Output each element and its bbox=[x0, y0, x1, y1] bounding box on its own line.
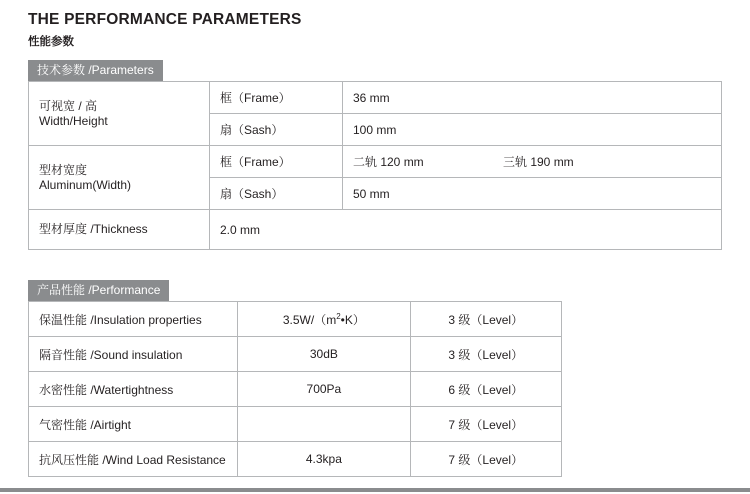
table-row bbox=[29, 372, 562, 407]
value-thickness: 2.0 mm bbox=[210, 210, 722, 250]
label-en: Aluminum(Width) bbox=[39, 177, 132, 192]
performance-name-sound: 隔音性能 /Sound insulation bbox=[29, 337, 238, 372]
sub-label-sash: 扇（Sash） bbox=[210, 178, 343, 210]
page-title bbox=[28, 10, 302, 51]
performance-value-watertightness: 700Pa bbox=[238, 372, 410, 407]
parameters-table bbox=[28, 81, 722, 250]
performance-level-sound: 3 级（Level） bbox=[410, 337, 561, 372]
value-sash-width: 100 mm bbox=[343, 114, 722, 146]
table-row bbox=[29, 82, 722, 114]
title-chinese: 性能参数 bbox=[28, 36, 74, 48]
label-en: Width/Height bbox=[39, 113, 108, 128]
value-group bbox=[353, 153, 574, 170]
performance-value-wind-load: 4.3kpa bbox=[238, 442, 410, 477]
value-superscript: 2 bbox=[336, 311, 341, 321]
sub-label-frame: 框（Frame） bbox=[210, 82, 343, 114]
sub-label-frame: 框（Frame） bbox=[210, 146, 343, 178]
performance-name-insulation: 保温性能 /Insulation properties bbox=[29, 302, 238, 337]
value-frame-width: 36 mm bbox=[343, 82, 722, 114]
performance-level-watertightness: 6 级（Level） bbox=[410, 372, 561, 407]
table-row bbox=[29, 302, 562, 337]
performance-name-wind-load: 抗风压性能 /Wind Load Resistance bbox=[29, 442, 238, 477]
table-row bbox=[29, 407, 562, 442]
bottom-divider bbox=[0, 488, 750, 492]
performance-name-watertightness: 水密性能 /Watertightness bbox=[29, 372, 238, 407]
value-three-track: 三轨 190 mm bbox=[503, 155, 574, 169]
title-english: THE PERFORMANCE PARAMETERS bbox=[28, 11, 302, 28]
sub-label-sash: 扇（Sash） bbox=[210, 114, 343, 146]
value-suffix: •K） bbox=[340, 312, 365, 327]
label-cn: 可视宽 / 高 bbox=[39, 98, 98, 113]
value-two-track: 二轨 120 mm bbox=[353, 155, 424, 169]
table-row bbox=[29, 210, 722, 250]
parameters-section-header: 技术参数 /Parameters bbox=[28, 60, 163, 81]
table-row bbox=[29, 442, 562, 477]
parameter-label-width-height bbox=[29, 82, 210, 146]
table-row bbox=[29, 146, 722, 178]
performance-level-wind-load: 7 级（Level） bbox=[410, 442, 561, 477]
value-aluminum-sash: 50 mm bbox=[343, 178, 722, 210]
performance-value-insulation bbox=[238, 302, 410, 337]
performance-level-airtight: 7 级（Level） bbox=[410, 407, 561, 442]
value-aluminum-frame bbox=[343, 146, 722, 178]
parameter-label-thickness: 型材厚度 /Thickness bbox=[29, 210, 210, 250]
label-cn: 型材宽度 bbox=[39, 162, 88, 177]
parameter-label-aluminum-width bbox=[29, 146, 210, 210]
performance-value-airtight bbox=[238, 407, 410, 442]
performance-name-airtight: 气密性能 /Airtight bbox=[29, 407, 238, 442]
table-row bbox=[29, 337, 562, 372]
performance-level-insulation: 3 级（Level） bbox=[410, 302, 561, 337]
value-prefix: 3.5W/（m bbox=[282, 312, 337, 327]
performance-value-sound: 30dB bbox=[238, 337, 410, 372]
performance-table bbox=[28, 301, 562, 477]
performance-section-header: 产品性能 /Performance bbox=[28, 280, 169, 301]
